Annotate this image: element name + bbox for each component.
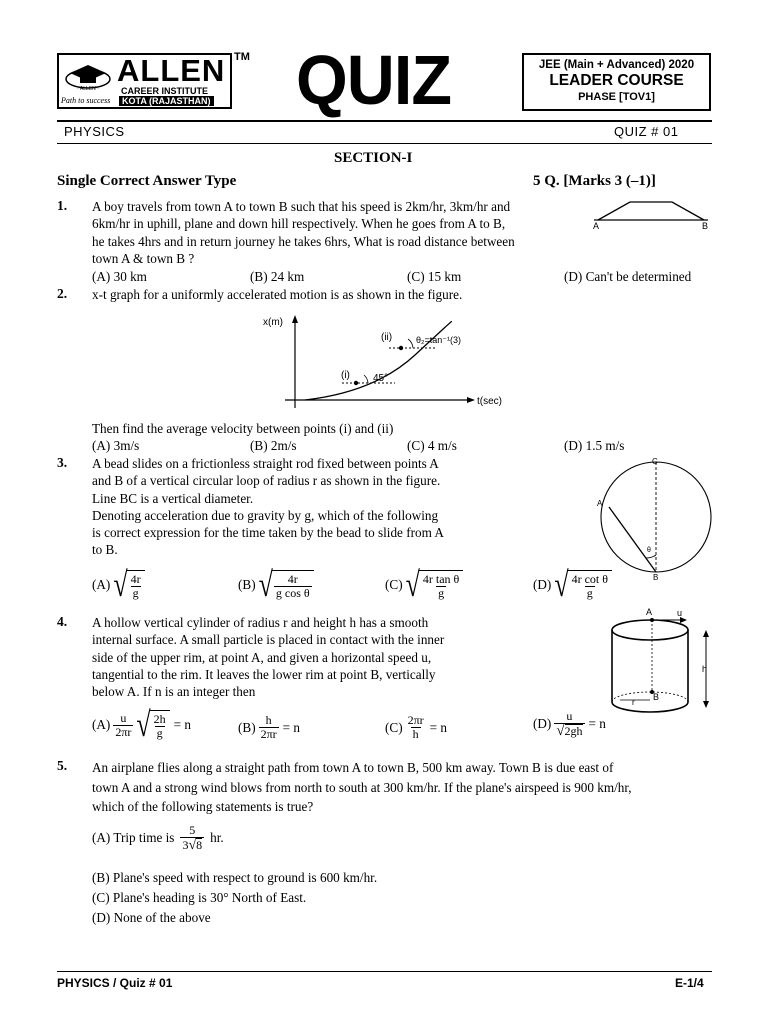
q3-text: [92, 455, 512, 559]
q3c-den: g: [438, 586, 445, 600]
q3-line: Denoting acceleration due to gravity by g, which of the following: [92, 507, 439, 523]
q5-option-c[interactable]: (C) Plane's heading is 30° North of East.: [92, 890, 307, 905]
q1-number: 1.: [57, 198, 68, 213]
q4-line: below A. If n is an integer then: [92, 684, 256, 700]
q2-after-text: Then find the average velocity between points (i) and (ii): [92, 421, 394, 436]
q4c-num: 2πr: [407, 713, 424, 727]
q4-fig-h: h: [702, 664, 708, 674]
q3-fig-b: B: [653, 573, 659, 582]
logo-brand: ALLEN: [117, 53, 226, 88]
allen-logo: [57, 53, 232, 109]
course-line2: LEADER COURSE: [549, 72, 684, 89]
q4-option-b[interactable]: [238, 714, 300, 741]
q3b-den: g cos θ: [275, 586, 310, 600]
q5-line: which of the following statements is true?: [92, 799, 314, 814]
logo-ring-text: · ALLEN ·: [77, 86, 99, 91]
q5a-num: 5: [189, 823, 196, 837]
q2-option-a[interactable]: (A) 3m/s: [92, 438, 140, 453]
q2-option-d[interactable]: (D) 1.5 m/s: [564, 438, 625, 453]
q4-number: 4.: [57, 614, 68, 629]
q5-number: 5.: [57, 758, 68, 773]
q1-line: 6km/hr in uphill, plane and down hill respectively. When he goes from A to B,: [92, 216, 506, 232]
q4a-rden: g: [156, 726, 163, 740]
q1-option-c[interactable]: (C) 15 km: [407, 269, 462, 284]
q5-text: [92, 758, 717, 817]
q4-fig-u: u: [677, 608, 683, 618]
answer-type: Single Correct Answer Type: [57, 173, 237, 189]
q3-opt-label: (A): [92, 577, 111, 592]
section-title: SECTION-I: [334, 150, 413, 166]
q1-option-b[interactable]: (B) 24 km: [250, 269, 305, 284]
footer-right: E-1/4: [675, 976, 704, 990]
q4-cylinder-figure: [600, 604, 720, 720]
q4a-den: 2πr: [115, 724, 132, 739]
q2-point-i: (i): [341, 370, 350, 381]
q5-option-a[interactable]: (A) Trip time is 5 3 √ 8 hr.: [92, 823, 224, 853]
q3d-num: 4r cot θ: [571, 572, 608, 586]
sqrt-symbol: √ $\frac{4r}{g}$: [113, 570, 144, 600]
marks-info: 5 Q. [Marks 3 (–1)]: [533, 173, 656, 189]
q1-fig-b: B: [702, 221, 709, 231]
q4-opt-label: (A): [92, 717, 111, 732]
q3-line: Line BC is a vertical diameter.: [92, 490, 254, 506]
q4-option-c[interactable]: [385, 714, 447, 741]
q4a-rnum: 2h: [153, 712, 166, 726]
q5-optA-pre: (A) Trip time is: [92, 830, 175, 845]
q4-line: tangential to the rim. It leaves the lower rim at point B, vertically: [92, 666, 436, 682]
q2-angle-1: 45°: [373, 373, 389, 384]
course-line1: JEE (Main + Advanced) 2020: [538, 59, 695, 71]
header-rule-top: [57, 120, 712, 122]
q2-option-b[interactable]: (B) 2m/s: [250, 438, 297, 453]
footer-left: PHYSICS / Quiz # 01: [57, 976, 173, 990]
course-line3: PHASE [TOV1]: [578, 91, 655, 103]
q4-eq: = n: [173, 717, 191, 732]
q5a-den-coef: 3: [182, 837, 189, 852]
q3-option-c[interactable]: [385, 564, 463, 604]
q4-opt-label: (B): [238, 719, 256, 735]
sqrt-symbol: √ $\frac{2h}{g}$: [136, 710, 169, 740]
q3-option-b[interactable]: [238, 564, 314, 604]
q2-text: x-t graph for a uniformly accelerated motion is as shown in the figure.: [92, 287, 463, 302]
quiz-number: QUIZ # 01: [614, 124, 679, 139]
q3-opt-label: (D): [533, 577, 552, 592]
logo-tagline: Path to success: [61, 96, 111, 105]
q4b-den: 2πr: [260, 727, 277, 741]
q4-fig-a: A: [646, 607, 653, 617]
q2-number: 2.: [57, 286, 68, 301]
q4-option-d[interactable]: (D) u √ 2gh = n: [533, 709, 606, 739]
q4-eq: = n: [588, 716, 606, 731]
q3d-den: g: [586, 586, 593, 600]
q4-fig-r: r: [632, 698, 635, 707]
quiz-title: QUIZ: [296, 41, 452, 119]
q3-opt-label: (B): [238, 577, 256, 592]
q1-text: [92, 198, 592, 267]
footer-rule: [57, 971, 712, 972]
q4-line: internal surface. A small particle is placed in contact with the inner: [92, 632, 445, 648]
logo-sub1: CAREER INSTITUTE: [121, 86, 209, 96]
q3c-num: 4r tan θ: [422, 572, 460, 586]
q4-line: side of the upper rim, at point A, and given a horizontal speed u,: [92, 649, 432, 665]
q4-line: A hollow vertical cylinder of radius r and height h has a smooth: [92, 615, 429, 630]
q1-option-a[interactable]: (A) 30 km: [92, 269, 147, 284]
header-rule-bottom: [57, 143, 712, 144]
q3-line: and B of a vertical circular loop of radius r as shown in the figure.: [92, 473, 441, 489]
q1-hill-figure: [590, 194, 715, 234]
q4-opt-label: (D): [533, 716, 552, 731]
q4-opt-label: (C): [385, 719, 403, 735]
q3-line: is correct expression for the time taken by the bead to slide from A: [92, 525, 444, 541]
q3-circle-figure: [593, 455, 718, 583]
q5-line: town A and a strong wind blows from north to south at 300 km/hr. If the plane's airspeed is 900 km/hr,: [92, 779, 632, 795]
q5-line: An airplane flies along a straight path from town A to town B, 500 km away. Town B is due east of: [92, 760, 614, 775]
q3-fig-a: A: [597, 499, 603, 508]
q2-xlabel: t(sec): [477, 396, 502, 407]
q2-angle-2: θ₂=tan⁻¹(3): [416, 335, 462, 345]
sqrt-symbol: √ $\frac{\text{4r cot θ}}{g}$: [554, 570, 612, 600]
q3-line: A bead slides on a frictionless straight rod fixed between points A: [92, 456, 439, 471]
q3-fig-c: C: [652, 457, 658, 466]
q4d-den: 2gh: [564, 724, 583, 738]
q2-point-ii: (ii): [381, 332, 393, 343]
logo-sub2: KOTA (RAJASTHAN): [119, 96, 214, 106]
q4a-num: u: [120, 710, 127, 725]
q1-option-d[interactable]: (D) Can't be determined: [564, 269, 692, 284]
q1-line: town A & town B ?: [92, 250, 195, 266]
q1-line: he takes 4hrs and in return journey he takes 6hrs, What is road distance between: [92, 233, 515, 249]
sqrt-symbol: √ $\frac{\text{4r tan θ}}{g}$: [406, 570, 464, 600]
q3-fig-theta: θ: [647, 547, 651, 554]
q5-option-d[interactable]: (D) None of the above: [92, 910, 211, 925]
mortarboard-icon: [62, 61, 114, 91]
q4b-num: h: [265, 713, 272, 727]
q5-option-b[interactable]: (B) Plane's speed with respect to ground is 600 km/hr.: [92, 870, 378, 885]
q4-eq: = n: [429, 719, 447, 735]
course-box: [522, 53, 711, 111]
q2-xt-graph: [255, 310, 515, 415]
sqrt-symbol: √ $\frac{4r}{\text{g cos θ}}$: [259, 570, 314, 600]
q5-optA-post: hr.: [210, 830, 224, 845]
q3-line: to B.: [92, 542, 118, 558]
q4-option-a[interactable]: [92, 704, 191, 744]
q3a-den: g: [132, 586, 139, 600]
trademark: TM: [234, 51, 250, 63]
q3b-num: 4r: [287, 572, 298, 586]
q3-option-a[interactable]: [92, 564, 145, 604]
q4-fig-b: B: [653, 692, 660, 702]
subject-label: PHYSICS: [64, 124, 125, 139]
q4c-den: h: [412, 727, 419, 741]
q2-option-c[interactable]: (C) 4 m/s: [407, 438, 457, 453]
q5a-den-rad: 8: [196, 838, 203, 852]
q1-fig-a: A: [593, 221, 600, 231]
q3-option-d[interactable]: [533, 564, 612, 604]
q4-eq: = n: [282, 719, 300, 735]
q3a-num: 4r: [130, 572, 141, 586]
q2-ylabel: x(m): [263, 317, 283, 328]
q4d-num: u: [566, 709, 573, 723]
q4-text: [92, 614, 512, 700]
q3-number: 3.: [57, 455, 68, 470]
q1-line: A boy travels from town A to town B such that his speed is 2km/hr, 3km/hr and: [92, 199, 511, 214]
q3-opt-label: (C): [385, 577, 403, 592]
